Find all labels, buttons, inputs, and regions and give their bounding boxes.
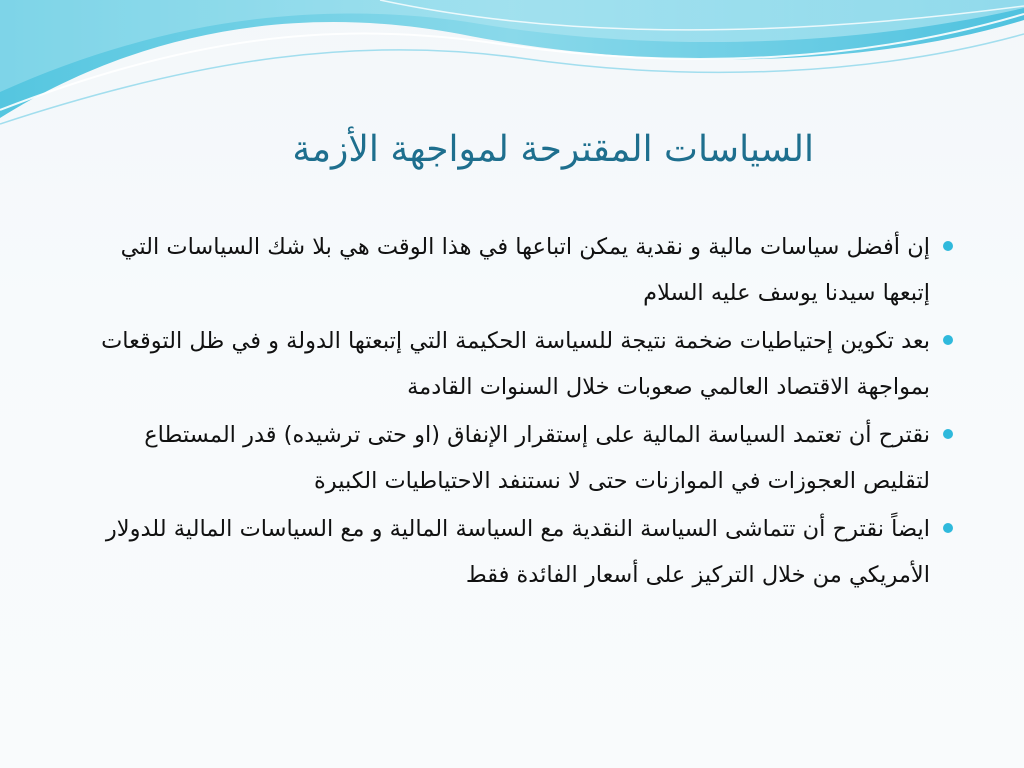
bullet-item (78, 318, 956, 410)
bullet-item (78, 412, 956, 504)
bullet-text: ايضاً نقترح أن تتماشى السياسة النقدية مع السياسة المالية و مع السياسات المالية للدولار الأمريكي من خلال التركيز على أسعار الفائدة فقط (105, 516, 930, 588)
bullet-dot-icon (943, 335, 953, 345)
decorative-wave-header (0, 0, 1024, 130)
bullet-item (78, 224, 956, 316)
slide-title: السياسات المقترحة لمواجهة الأزمة (292, 129, 814, 170)
bullet-text: إن أفضل سياسات مالية و نقدية يمكن اتباعها في هذا الوقت هي بلا شك السياسات التي إتبعها سيدنا يوسف عليه السلام (120, 234, 930, 306)
bullet-text: نقترح أن تعتمد السياسة المالية على إستقرار الإنفاق (او حتى ترشيده) قدر المستطاع لتقليص العجوزات في الموازنات حتى لا نستنفد الاحتياطيات الكبيرة (144, 422, 930, 494)
bullet-item (78, 506, 956, 598)
bullet-dot-icon (943, 429, 953, 439)
bullet-dot-icon (943, 241, 953, 251)
bullet-list (78, 224, 956, 600)
bullet-dot-icon (943, 523, 953, 533)
bullet-text: بعد تكوين إحتياطيات ضخمة نتيجة للسياسة الحكيمة التي إتبعتها الدولة و في ظل التوقعات بمواجهة الاقتصاد العالمي صعوبات خلال السنوات القادمة (101, 328, 930, 400)
